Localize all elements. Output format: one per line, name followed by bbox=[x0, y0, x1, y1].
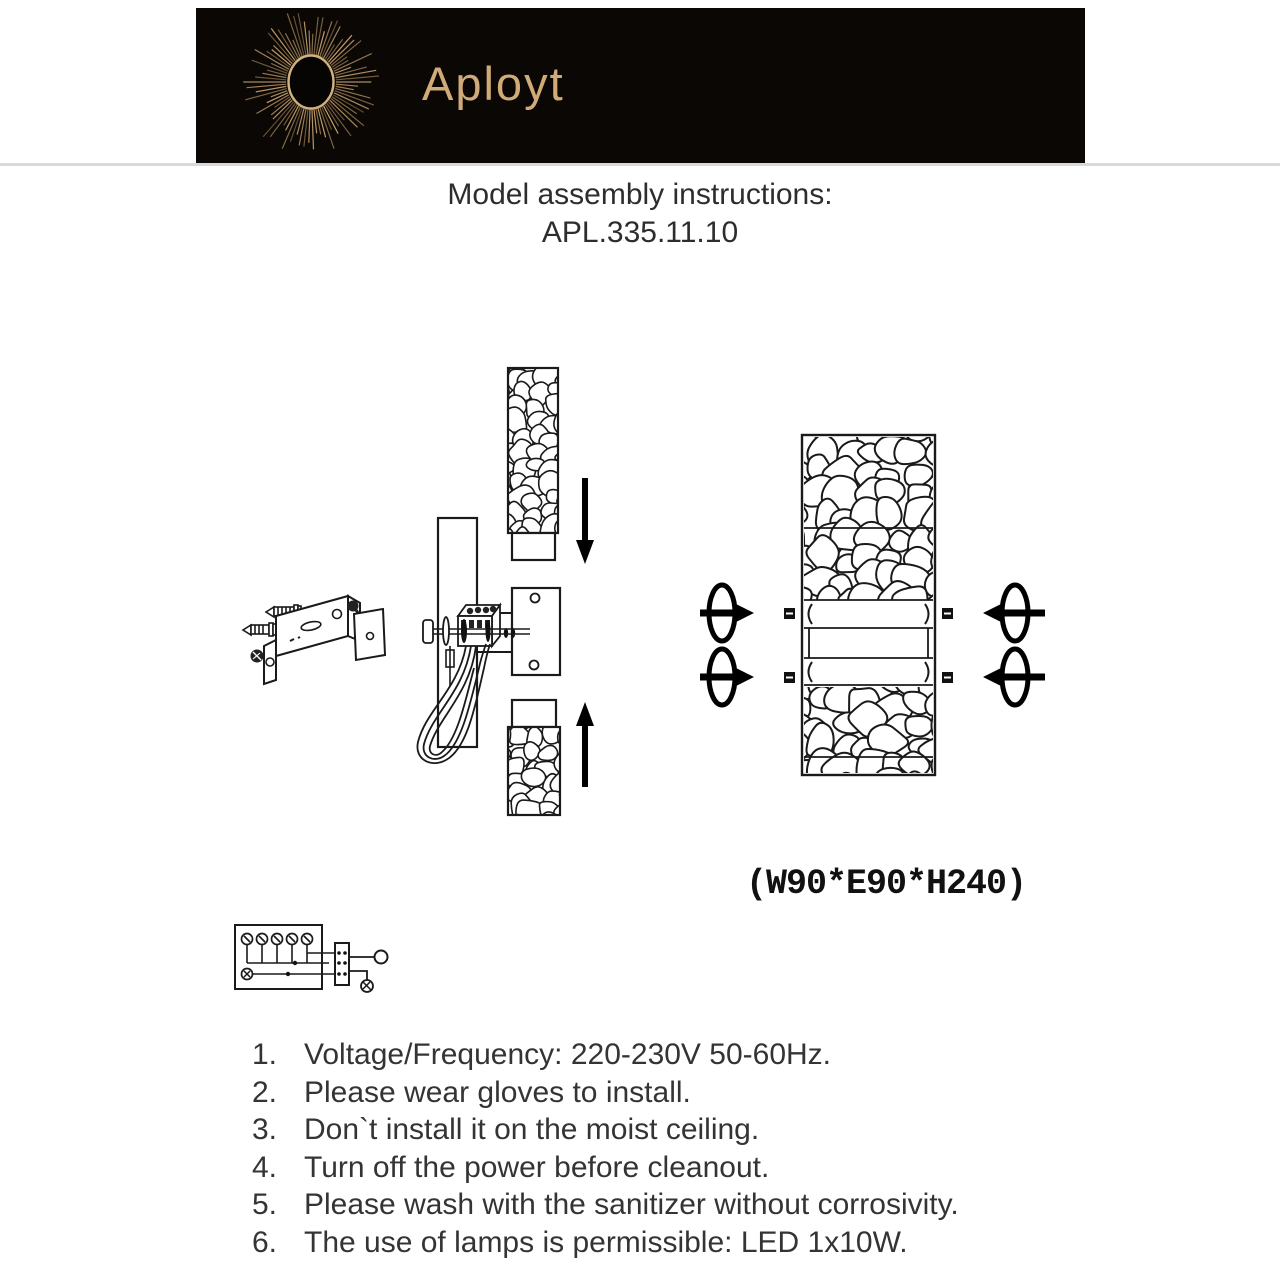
exploded-assembly-diagram bbox=[230, 350, 630, 840]
rotate-arrow-icon bbox=[983, 649, 1045, 705]
instruction-item bbox=[252, 1149, 1112, 1187]
item-text: Voltage/Frequency: 220-230V 50-60Hz. bbox=[304, 1038, 832, 1071]
item-text: Don`t install it on the moist ceiling. bbox=[304, 1113, 760, 1146]
item-text: Turn off the power before cleanout. bbox=[304, 1150, 770, 1184]
rotate-arrow-icon bbox=[700, 585, 754, 641]
shade-top-collar bbox=[512, 533, 555, 560]
item-number: 3. bbox=[252, 1113, 278, 1146]
item-number: 6. bbox=[252, 1225, 278, 1259]
rotate-arrow-icon bbox=[700, 649, 754, 705]
shade-bottom-collar bbox=[512, 700, 556, 727]
rotate-arrow-icon bbox=[983, 585, 1045, 641]
item-number: 5. bbox=[252, 1188, 278, 1221]
band-notches bbox=[809, 604, 929, 682]
instruction-list bbox=[252, 1036, 1112, 1261]
dimensions-label: (W90*E90*H240) bbox=[745, 864, 1027, 904]
item-number: 1. bbox=[252, 1038, 278, 1071]
item-text: Please wear gloves to install. bbox=[304, 1075, 691, 1109]
wires bbox=[417, 644, 490, 763]
wiring-diagram bbox=[225, 915, 405, 1030]
banner-decor bbox=[196, 8, 1085, 164]
sunburst-logo-icon bbox=[243, 13, 379, 149]
wall-anchor bbox=[251, 650, 264, 663]
page-title: Model assembly instructions: bbox=[447, 178, 833, 211]
assembled-lamp-diagram bbox=[700, 420, 1050, 790]
instruction-item bbox=[252, 1036, 1112, 1074]
arrow-up-icon bbox=[576, 702, 594, 787]
model-number: APL.335.11.10 bbox=[541, 216, 739, 249]
instruction-item bbox=[252, 1224, 1112, 1262]
lamp-mount-plate bbox=[512, 588, 560, 675]
instruction-item bbox=[252, 1074, 1112, 1112]
instruction-item bbox=[252, 1186, 1112, 1224]
arrow-down-icon bbox=[576, 478, 594, 564]
fixing-plate bbox=[354, 609, 385, 660]
mounting-screw bbox=[243, 623, 276, 636]
title-block bbox=[0, 176, 1280, 252]
item-number: 2. bbox=[252, 1075, 278, 1109]
item-text: The use of lamps is permissible: LED 1x10W. bbox=[304, 1225, 908, 1259]
item-number: 4. bbox=[252, 1150, 278, 1184]
banner-separator bbox=[0, 163, 1280, 166]
instruction-item bbox=[252, 1111, 1112, 1149]
brand-name: Aployt bbox=[422, 57, 565, 110]
brand-banner bbox=[196, 8, 1085, 164]
item-text: Please wash with the sanitizer without corrosivity. bbox=[304, 1188, 959, 1221]
